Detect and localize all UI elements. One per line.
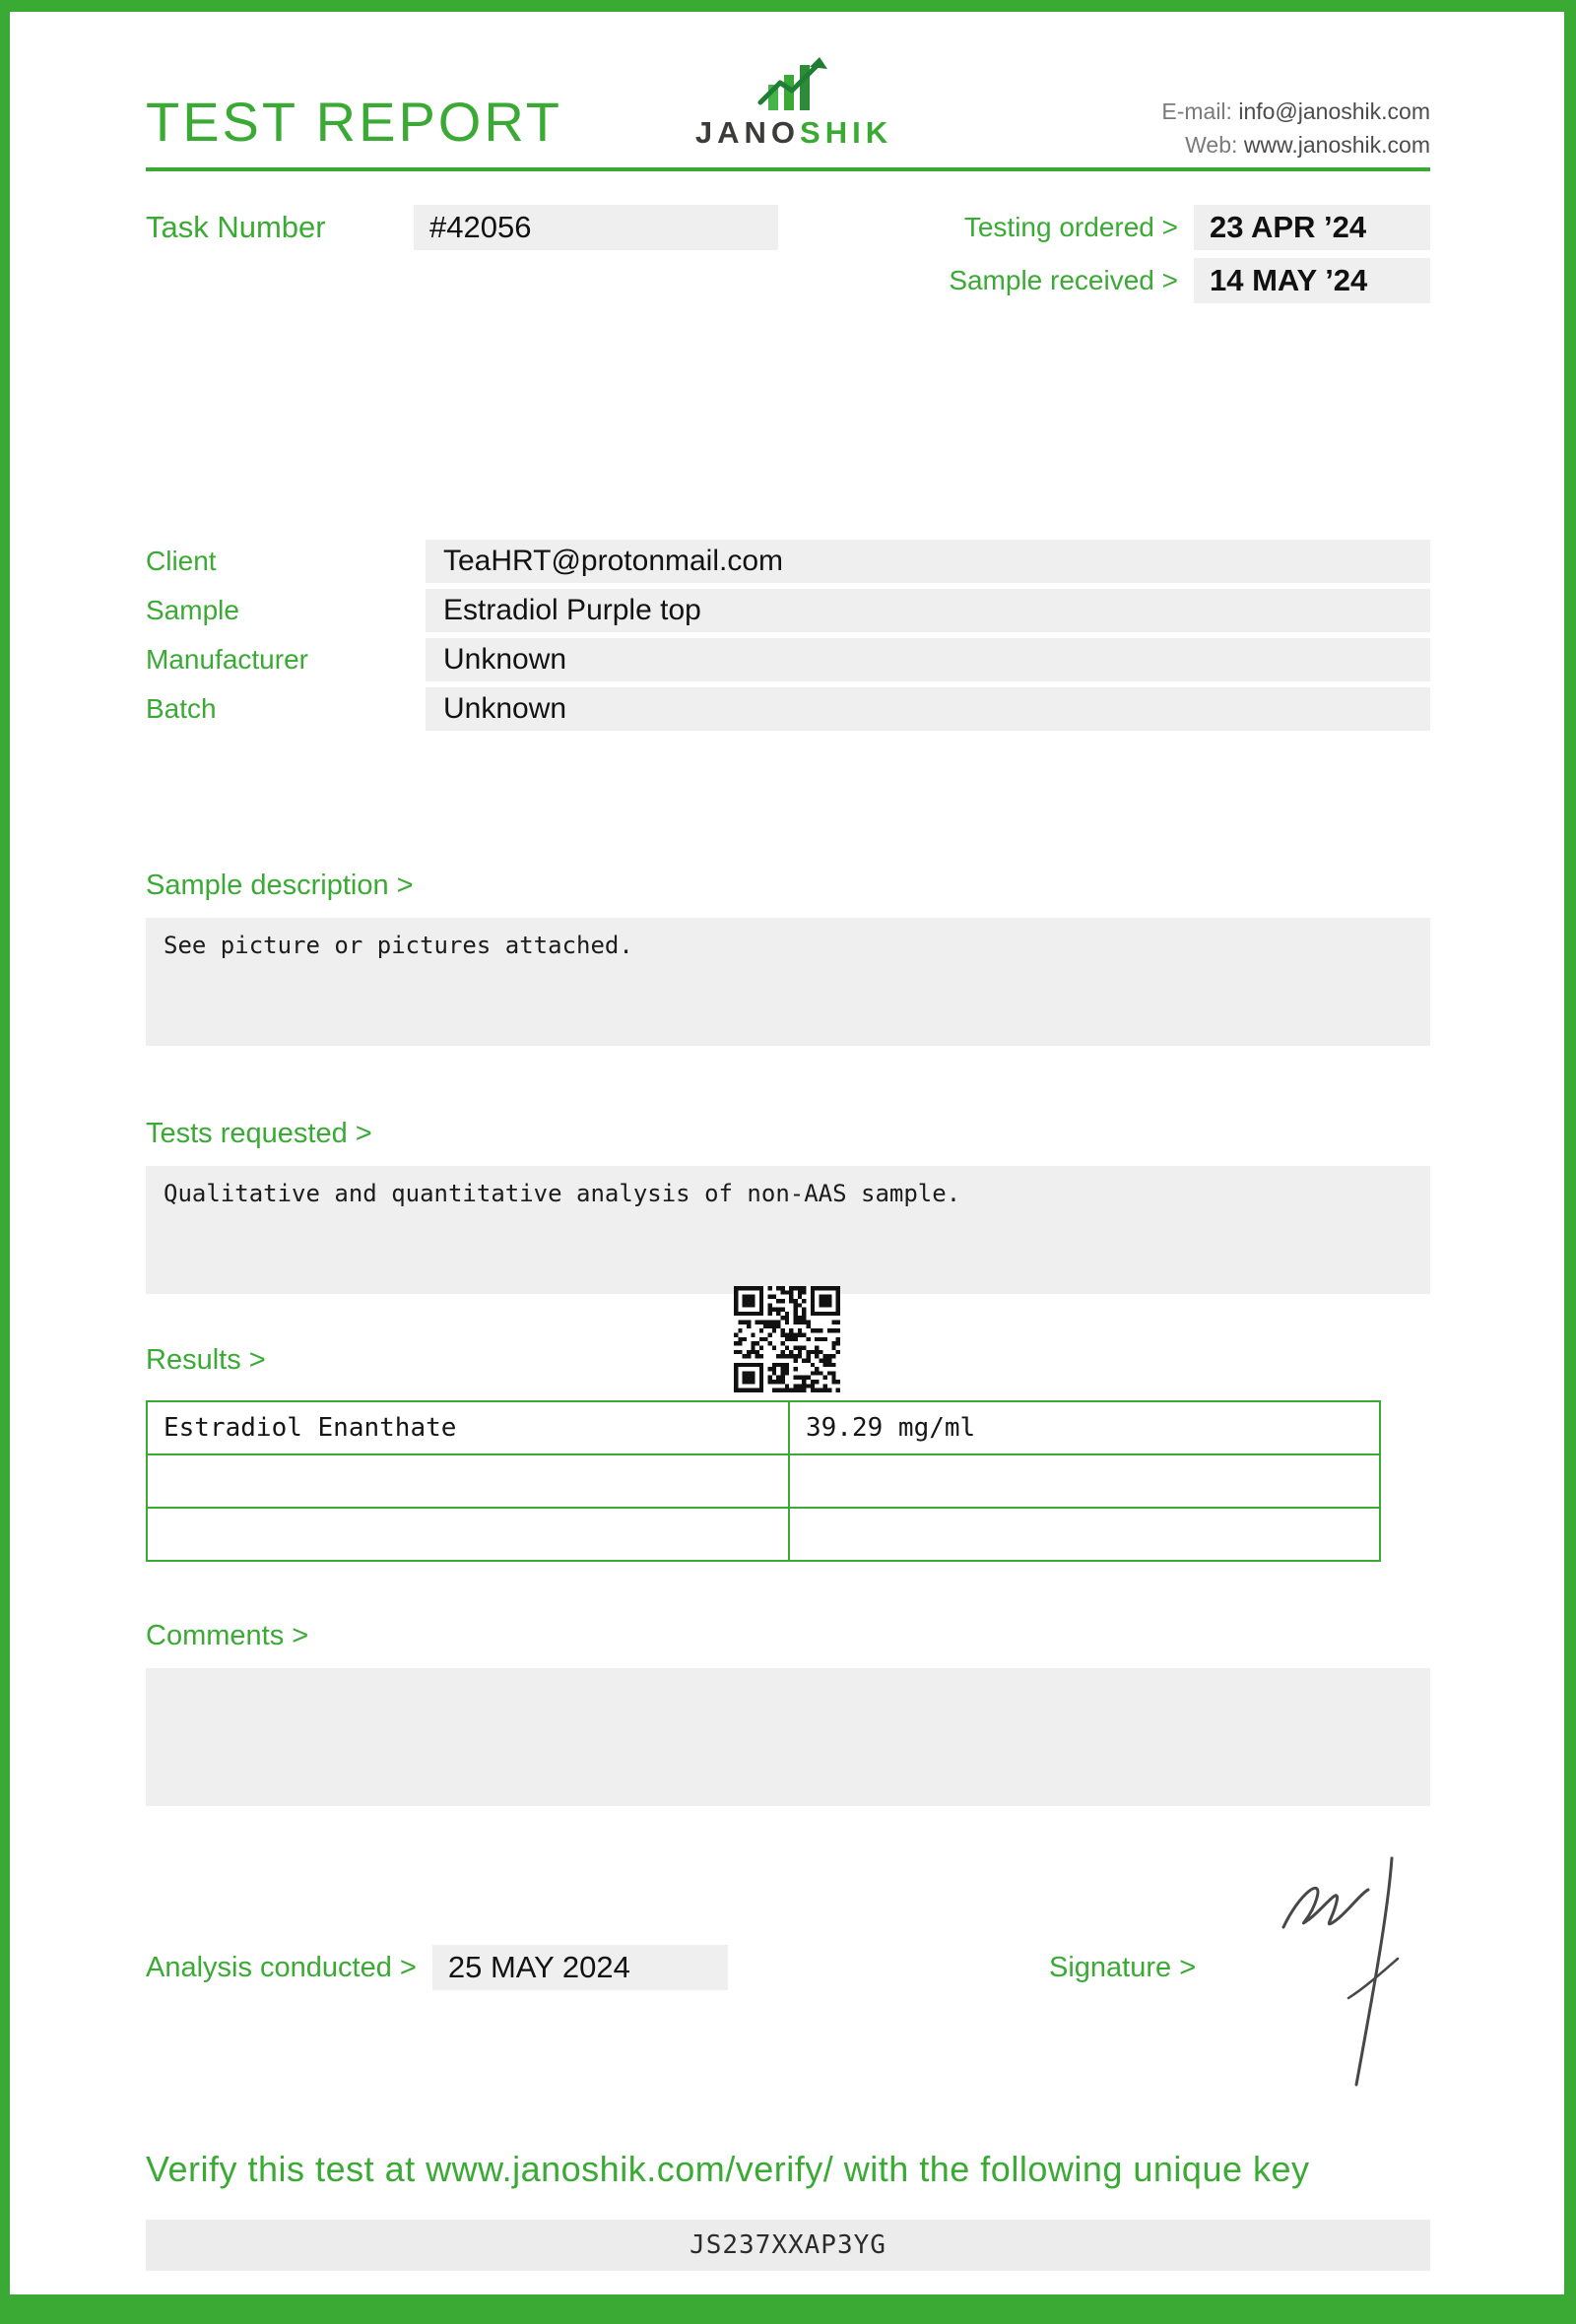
analysis-conducted-label: Analysis conducted > — [146, 1951, 417, 1983]
comments-section — [146, 1619, 1430, 1806]
detail-row-sample — [146, 589, 1430, 632]
sample-received-value: 14 MAY ’24 — [1194, 258, 1430, 303]
task-number-label: Task Number — [146, 210, 326, 244]
sample-description-box: See picture or pictures attached. — [146, 918, 1430, 1046]
results-table — [146, 1400, 1381, 1562]
substance-cell — [147, 1508, 789, 1561]
email-label: E-mail: — [1161, 98, 1232, 124]
task-number-row — [146, 205, 778, 250]
result-row — [147, 1508, 1380, 1561]
details-section — [146, 540, 1430, 731]
report-header — [146, 51, 1430, 167]
comments-heading: Comments > — [146, 1620, 309, 1651]
sample-received-label: Sample received > — [949, 265, 1178, 295]
web-label: Web: — [1185, 132, 1238, 158]
signature-label: Signature > — [1049, 1952, 1197, 1983]
verify-key-value: JS237XXAP3YG — [146, 2220, 1430, 2271]
logo-chart-icon — [747, 55, 841, 114]
logo-text-jano: JANO — [694, 115, 801, 150]
report-content — [146, 0, 1430, 2271]
page-border-right — [1564, 0, 1576, 2324]
janoshik-logo — [681, 55, 907, 150]
task-dates — [886, 205, 1430, 303]
analysis-date-value: 25 MAY 2024 — [432, 1945, 728, 1990]
task-section — [146, 205, 1430, 303]
detail-row-client — [146, 540, 1430, 583]
qr-code-svg — [734, 1286, 840, 1392]
contact-email-row — [1161, 95, 1430, 128]
page-border-bottom — [0, 2294, 1576, 2324]
analysis-conducted-row — [146, 1944, 1430, 1991]
email-value: info@janoshik.com — [1238, 98, 1430, 124]
detail-row-batch — [146, 687, 1430, 731]
testing-ordered-value: 23 APR ’24 — [1194, 205, 1430, 250]
verify-text: Verify this test at www.janoshik.com/verify/ with the following unique key — [146, 2149, 1310, 2189]
header-rule — [146, 167, 1430, 171]
sample-value: Estradiol Purple top — [426, 589, 1430, 632]
result-row — [147, 1454, 1380, 1508]
amount-cell — [789, 1508, 1380, 1561]
page-border-left — [0, 0, 10, 2324]
page-border-top — [0, 0, 1576, 12]
tests-requested-heading: Tests requested > — [146, 1118, 372, 1149]
batch-label: Batch — [146, 693, 217, 724]
sample-description-section — [146, 869, 1430, 1046]
manufacturer-label: Manufacturer — [146, 644, 308, 675]
sample-description-heading: Sample description > — [146, 870, 414, 901]
substance-cell: Estradiol Enanthate — [147, 1401, 789, 1454]
amount-cell — [789, 1454, 1380, 1508]
testing-ordered-label: Testing ordered > — [963, 212, 1178, 242]
result-row — [147, 1401, 1380, 1454]
client-label: Client — [146, 546, 217, 576]
task-number-value: #42056 — [414, 205, 778, 250]
footer-row — [146, 1944, 1430, 1991]
sample-received-row — [886, 258, 1430, 303]
comments-box — [146, 1668, 1430, 1806]
testing-ordered-row — [886, 205, 1430, 250]
tests-requested-section — [146, 1117, 1430, 1294]
tests-requested-box: Qualitative and quantitative analysis of non-AAS sample. — [146, 1166, 1430, 1294]
qr-code — [734, 1286, 840, 1392]
contact-web-row — [1161, 128, 1430, 161]
substance-cell — [147, 1454, 789, 1508]
manufacturer-value: Unknown — [426, 638, 1430, 681]
amount-cell: 39.29 mg/ml — [789, 1401, 1380, 1454]
web-value: www.janoshik.com — [1243, 132, 1430, 158]
logo-wordmark — [695, 116, 892, 150]
logo-text-shik: SHIK — [800, 115, 893, 150]
detail-row-manufacturer — [146, 638, 1430, 681]
page-title: TEST REPORT — [146, 91, 563, 153]
sample-label: Sample — [146, 595, 239, 625]
batch-value: Unknown — [426, 687, 1430, 731]
results-section — [146, 1343, 1430, 1562]
signature-image — [1266, 1850, 1433, 2092]
contact-info — [1161, 95, 1430, 161]
client-value: TeaHRT@protonmail.com — [426, 540, 1430, 583]
results-heading: Results > — [146, 1344, 266, 1376]
